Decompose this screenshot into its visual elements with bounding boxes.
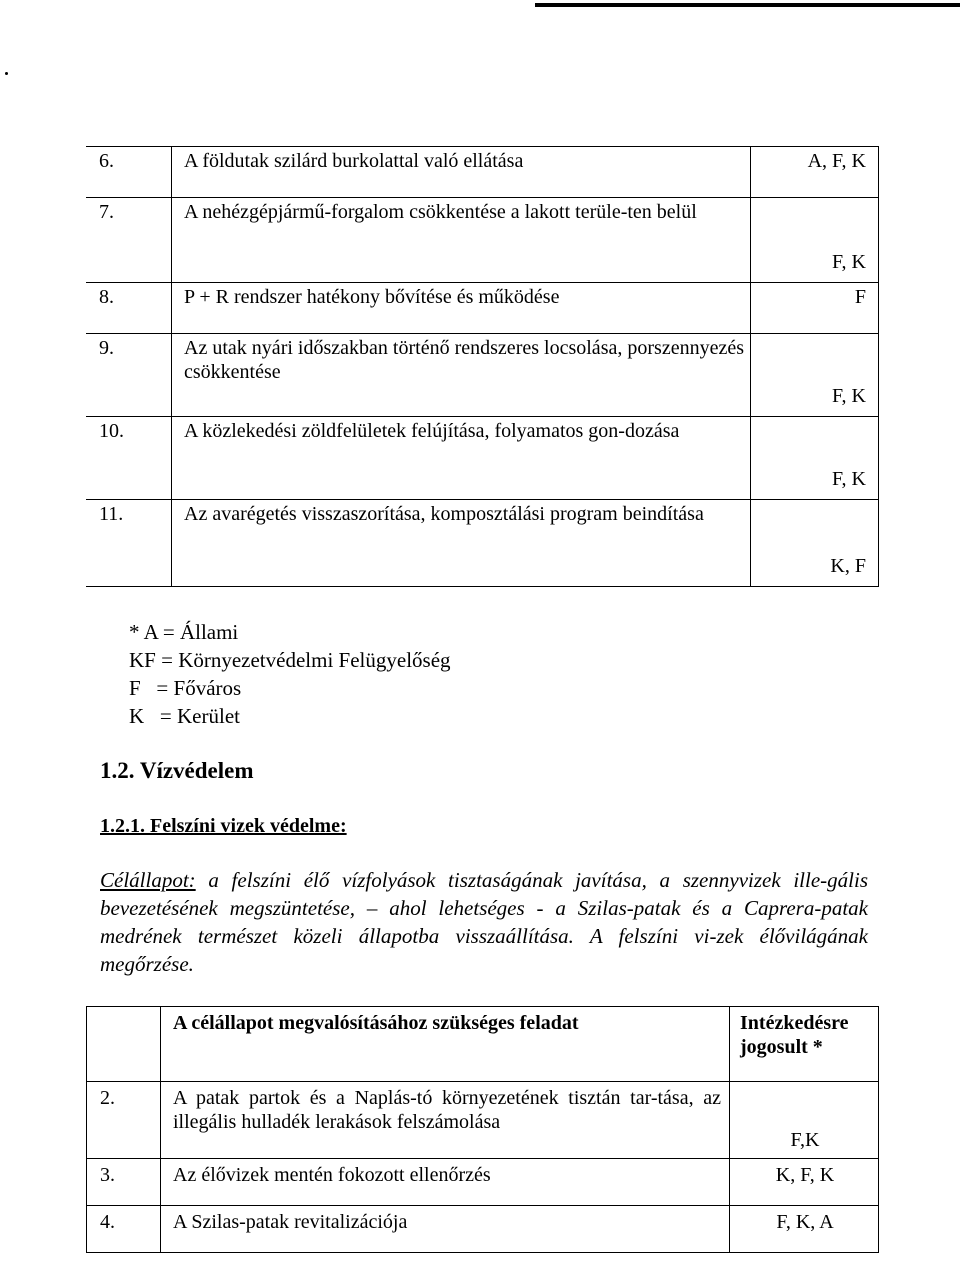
table-row (87, 1206, 879, 1253)
row-number: 2. (87, 1082, 161, 1159)
goal-text: a felszíni élő vízfolyások tisztaságának javítása, a szennyvizek ille-gális bevezetésének megszüntetése, – ahol lehetséges - a Szilas-patak és a Caprera-patak medrének természet közeli állapotba visszaállítása. A felszíni vi-zek élővilágának megőrzése. (100, 868, 868, 976)
row-responsible: F (751, 283, 879, 334)
row-responsible: K, F, K (730, 1159, 879, 1206)
row-text: Az utak nyári időszakban történő rendszeres locsolása, porszennyezés csökkentése (172, 334, 751, 417)
legend (129, 618, 451, 730)
row-number: 8. (86, 283, 172, 334)
legend-line: F = Főváros (129, 676, 242, 700)
row-number: 9. (86, 334, 172, 417)
table-row (87, 1159, 879, 1206)
row-number: 3. (87, 1159, 161, 1206)
table-header-row (87, 1007, 879, 1082)
goal-lead: Célállapot: (100, 868, 196, 892)
row-number: 6. (86, 147, 172, 198)
header-number-cell (87, 1007, 161, 1082)
scan-speck (5, 72, 8, 75)
row-responsible: F, K (751, 198, 879, 283)
section-heading: 1.2. Vízvédelem (100, 758, 254, 783)
row-number: 11. (86, 500, 172, 587)
row-responsible: K, F (751, 500, 879, 587)
table-row (86, 417, 879, 500)
row-number: 7. (86, 198, 172, 283)
subsection-heading-text: 1.2.1. Felszíni vizek védelme: (100, 815, 347, 837)
goal-paragraph (100, 866, 868, 978)
row-responsible: F, K (751, 334, 879, 417)
row-responsible: F, K (751, 417, 879, 500)
row-text: Az avarégetés visszaszorítása, komposztálási program beindítása (172, 500, 751, 587)
row-responsible: A, F, K (751, 147, 879, 198)
header-responsible: Intézkedésre jogosult * (730, 1007, 879, 1082)
legend-line: K = Kerület (129, 704, 240, 728)
table-row (86, 500, 879, 587)
row-number: 4. (87, 1206, 161, 1253)
row-text: A Szilas-patak revitalizációja (161, 1206, 730, 1253)
row-text: A nehézgépjármű-forgalom csökkentése a lakott terüle-ten belül (172, 198, 751, 283)
table-row (86, 198, 879, 283)
row-text: A patak partok és a Naplás-tó környezetének tisztán tar-tása, az illegális hulladék lerakások felszámolása (161, 1082, 730, 1159)
row-text: P + R rendszer hatékony bővítése és működése (172, 283, 751, 334)
row-responsible: F,K (730, 1082, 879, 1159)
legend-line: KF = Környezetvédelmi Felügyelőség (129, 648, 451, 672)
table-row (86, 283, 879, 334)
row-responsible: F, K, A (730, 1206, 879, 1253)
measures-table (86, 146, 879, 587)
row-number: 10. (86, 417, 172, 500)
subsection-heading (100, 815, 347, 838)
table-row (86, 147, 879, 198)
header-task: A célállapot megvalósításához szükséges feladat (161, 1007, 730, 1082)
table-row (86, 334, 879, 417)
row-text: A közlekedési zöldfelületek felújítása, folyamatos gon-dozása (172, 417, 751, 500)
row-text: Az élővizek mentén fokozott ellenőrzés (161, 1159, 730, 1206)
row-text: A földutak szilárd burkolattal való ellátása (172, 147, 751, 198)
legend-line: * A = Állami (129, 620, 239, 644)
table-row (87, 1082, 879, 1159)
tasks-table (86, 1006, 879, 1253)
top-rule (535, 3, 960, 7)
